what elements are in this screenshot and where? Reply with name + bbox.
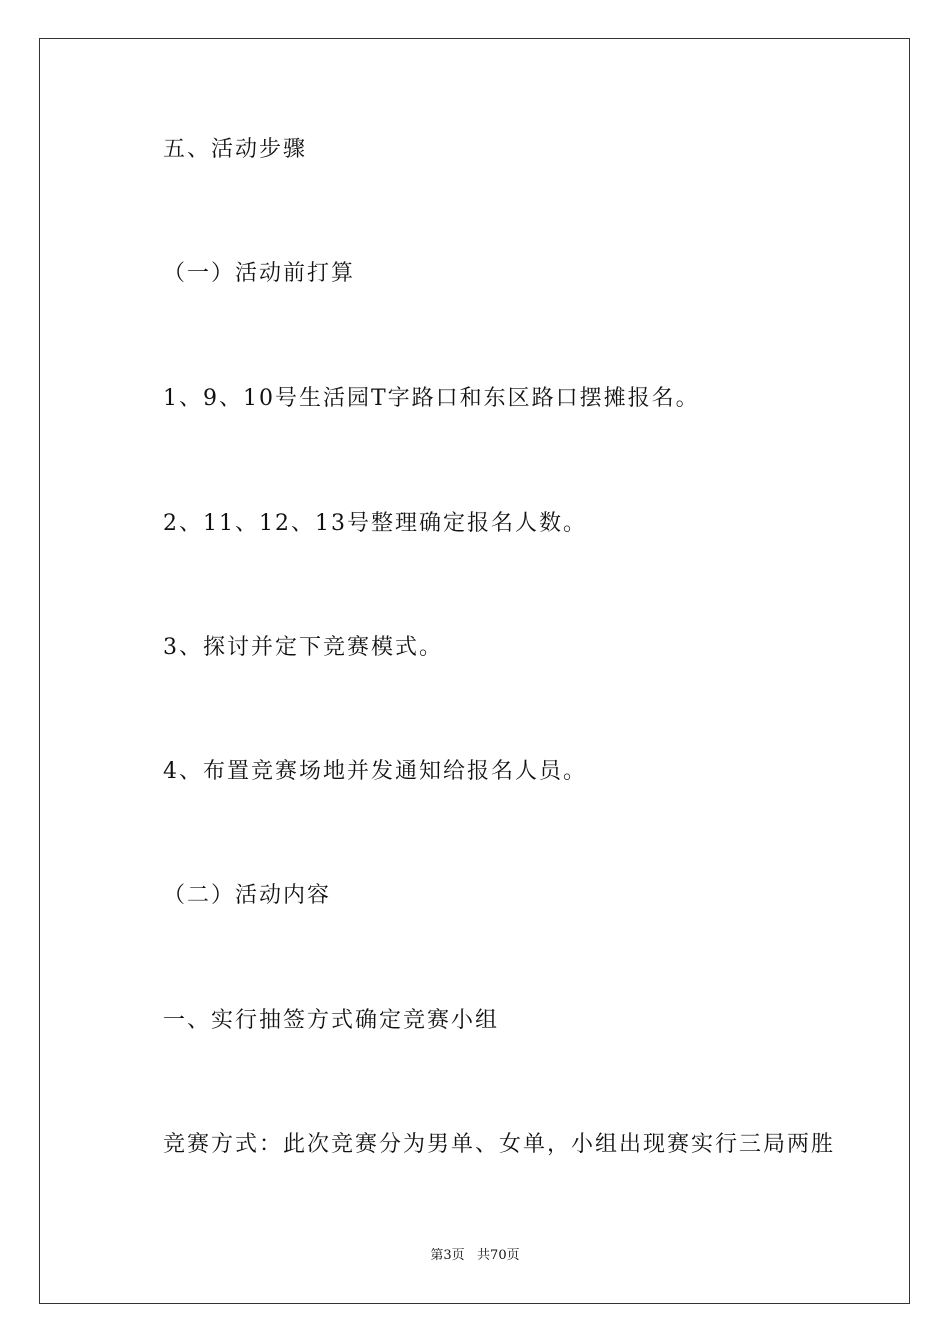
paragraph-step-2: 2、11、12、13号整理确定报名人数。 <box>163 511 587 536</box>
paragraph-step-3: 3、探讨并定下竞赛模式。 <box>163 635 443 660</box>
paragraph-step-4: 4、布置竞赛场地并发通知给报名人员。 <box>163 759 587 784</box>
subsection-heading-preparation: （一）活动前打算 <box>163 261 356 286</box>
page-number-footer: 第3页 共70页 <box>430 1248 520 1263</box>
section-heading-activity-steps: 五、活动步骤 <box>163 137 308 162</box>
page-border <box>39 38 910 1304</box>
subsection-heading-content: （二）活动内容 <box>163 883 332 908</box>
paragraph-step-1: 1、9、10号生活园T字路口和东区路口摆摊报名。 <box>163 386 700 411</box>
paragraph-competition-format: 竞赛方式：此次竞赛分为男单、女单，小组出现赛实行三局两胜 <box>163 1132 836 1157</box>
paragraph-item-1: 一、实行抽签方式确定竞赛小组 <box>163 1008 500 1033</box>
